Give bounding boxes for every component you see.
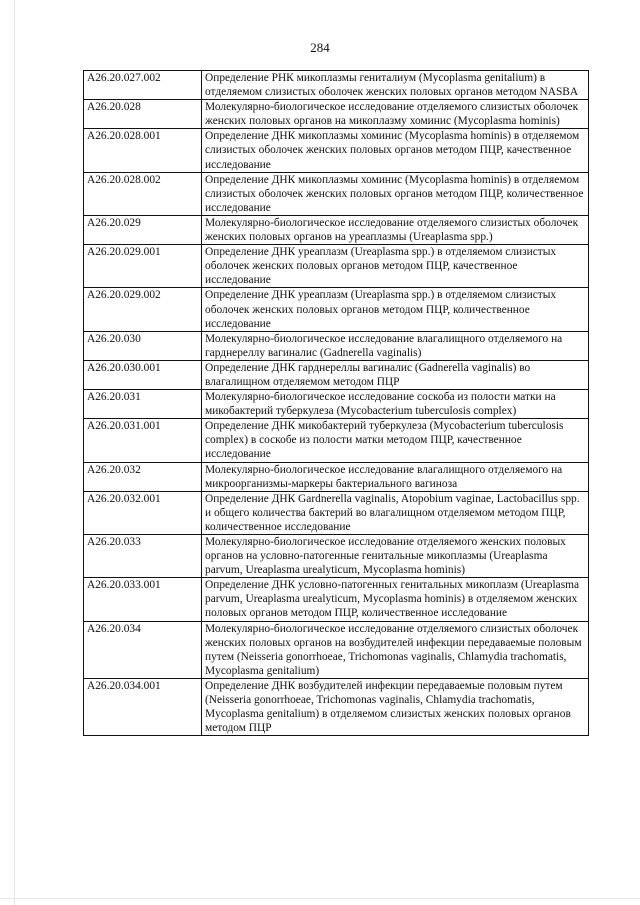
table-row	[84, 129, 589, 172]
service-code-cell: A26.20.028.001	[84, 129, 202, 172]
service-description-cell: Определение ДНК возбудителей инфекции передаваемые половым путем (Neisseria gonorrhoeae, Trichomonas vaginalis, Chlamydia trachomatis, Mycoplasma genitalium) в отделяемом слизистых женских половых органов методом ПЦР	[202, 678, 589, 735]
service-description-cell: Определение ДНК Gardnerella vaginalis, Atopobium vaginae, Lactobacillus spp. и общего количества бактерий во влагалищном отделяемом методом ПЦР, количественное исследование	[202, 491, 589, 534]
service-description-cell: Определение ДНК гарднереллы вагиналис (Gadnerella vaginalis) во влагалищном отделяемом методом ПЦР	[202, 360, 589, 389]
service-code-cell: A26.20.034.001	[84, 678, 202, 735]
table-row	[84, 419, 589, 462]
table-row	[84, 215, 589, 244]
service-description-cell: Молекулярно-биологическое исследование влагалищного отделяемого на гарднереллу вагиналис (Gadnerella vaginalis)	[202, 331, 589, 360]
service-description-cell: Определение ДНК микобактерий туберкулеза (Mycobacterium tuberculosis complex) в соскобе из полости матки методом ПЦР, качественное исследование	[202, 419, 589, 462]
table-row	[84, 390, 589, 419]
table-row	[84, 535, 589, 578]
service-code-cell: A26.20.031	[84, 390, 202, 419]
service-code-cell: A26.20.032.001	[84, 491, 202, 534]
service-description-cell: Определение ДНК уреаплазм (Ureaplasma spp.) в отделяемом слизистых оболочек женских половых органов методом ПЦР, количественное исследование	[202, 288, 589, 331]
table-row	[84, 100, 589, 129]
service-code-cell: A26.20.029.002	[84, 288, 202, 331]
service-code-cell: A26.20.029	[84, 215, 202, 244]
scan-bottom-edge	[0, 898, 640, 899]
scan-left-edge	[14, 0, 15, 905]
service-code-cell: A26.20.032	[84, 462, 202, 491]
page-number: 284	[310, 40, 330, 55]
table-row	[84, 288, 589, 331]
service-description-cell: Определение РНК микоплазмы гениталиум (Mycoplasma genitalium) в отделяемом слизистых оболочек женских половых органов методом NASBA	[202, 71, 589, 100]
table-row	[84, 678, 589, 735]
service-description-cell: Молекулярно-биологическое исследование отделяемого слизистых оболочек женских половых органов на возбудителей инфекции передаваемые половым путем (Neisseria gonorrhoeae, Trichomonas vaginalis, Chlamydia trachomatis, Mycoplasma genitalium)	[202, 621, 589, 678]
table-row	[84, 491, 589, 534]
table-row	[84, 71, 589, 100]
table-row	[84, 172, 589, 215]
service-description-cell: Определение ДНК уреаплазм (Ureaplasma spp.) в отделяемом слизистых оболочек женских половых органов методом ПЦР, качественное исследование	[202, 245, 589, 288]
service-description-cell: Определение ДНК микоплазмы хоминис (Mycoplasma hominis) в отделяемом слизистых оболочек женских половых органов методом ПЦР, качественное исследование	[202, 129, 589, 172]
table-row	[84, 578, 589, 621]
service-code-cell: A26.20.033	[84, 535, 202, 578]
table-row	[84, 331, 589, 360]
service-code-cell: A26.20.028.002	[84, 172, 202, 215]
table-row	[84, 462, 589, 491]
services-table	[83, 70, 589, 736]
service-description-cell: Определение ДНК условно-патогенных генитальных микоплазм (Ureaplasma parvum, Ureaplasma urealyticum, Mycoplasma hominis) в отделяемом женских половых органов методом ПЦР, количественное исследование	[202, 578, 589, 621]
service-description-cell: Молекулярно-биологическое исследование соскоба из полости матки на микобактерий туберкулеза (Mycobacterium tuberculosis complex)	[202, 390, 589, 419]
service-description-cell: Определение ДНК микоплазмы хоминис (Mycoplasma hominis) в отделяемом слизистых оболочек женских половых органов методом ПЦР, количественное исследование	[202, 172, 589, 215]
service-code-cell: A26.20.029.001	[84, 245, 202, 288]
service-code-cell: A26.20.027.002	[84, 71, 202, 100]
service-code-cell: A26.20.031.001	[84, 419, 202, 462]
services-table-body	[84, 71, 589, 736]
table-row	[84, 245, 589, 288]
service-description-cell: Молекулярно-биологическое исследование отделяемого слизистых оболочек женских половых органов на уреаплазмы (Ureaplasma spp.)	[202, 215, 589, 244]
service-code-cell: A26.20.028	[84, 100, 202, 129]
service-description-cell: Молекулярно-биологическое исследование отделяемого слизистых оболочек женских половых органов на микоплазму хоминис (Mycoplasma hominis)	[202, 100, 589, 129]
service-code-cell: A26.20.033.001	[84, 578, 202, 621]
table-row	[84, 621, 589, 678]
service-code-cell: A26.20.034	[84, 621, 202, 678]
service-code-cell: A26.20.030.001	[84, 360, 202, 389]
service-description-cell: Молекулярно-биологическое исследование влагалищного отделяемого на микроорганизмы-маркеры бактериального вагиноза	[202, 462, 589, 491]
service-code-cell: A26.20.030	[84, 331, 202, 360]
service-description-cell: Молекулярно-биологическое исследование отделяемого женских половых органов на условно-патогенные генитальные микоплазмы (Ureaplasma parvum, Ureaplasma urealyticum, Mycoplasma hominis)	[202, 535, 589, 578]
table-row	[84, 360, 589, 389]
